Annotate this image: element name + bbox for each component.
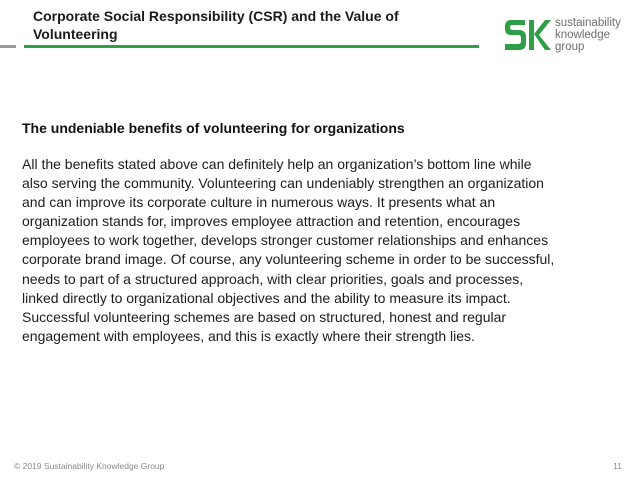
footer-copyright: © 2019 Sustainability Knowledge Group (14, 461, 165, 471)
body-line: engagement with employees, and this is exactly where their strength lies. (22, 327, 475, 344)
page-title (33, 7, 453, 43)
company-logo (503, 14, 633, 58)
body-line: Successful volunteering schemes are based on structured, honest and regular (22, 308, 507, 325)
logo-line-1: sustainability (555, 17, 621, 29)
body-line: linked directly to organizational objectives and the ability to measure its impact. (22, 289, 511, 306)
header-gray-rule (0, 45, 16, 48)
body-line: needs to part of a structured approach, with clear priorities, goals and processes, (22, 270, 524, 287)
body-line: All the benefits stated above can definitely help an organization’s bottom line while (22, 156, 532, 172)
logo-line-2: knowledge (555, 29, 610, 41)
logo-wordmark (555, 17, 635, 53)
body-line: employees to work together, develops stronger customer relationships and enhances (22, 232, 549, 249)
footer-page-number: 11 (613, 461, 622, 471)
logo-line-3: group (555, 41, 585, 53)
body-paragraph (22, 155, 612, 346)
header-green-rule (24, 45, 479, 48)
sk-logo-icon (503, 14, 551, 54)
body-line: and can improve its corporate culture in numerous ways. It presents what an (22, 194, 496, 211)
page-title-line-1: Corporate Social Responsibility (CSR) and the Value of (33, 8, 399, 24)
section-heading: The undeniable benefits of volunteering for organizations (22, 120, 405, 136)
body-line: also serving the community. Volunteering can undeniably strengthen an organization (22, 175, 544, 192)
page-title-line-2: Volunteering (33, 26, 118, 42)
body-line: organization stands for, improves employee attraction and retention, encourages (22, 213, 521, 230)
body-line: corporate brand image. Of course, any volunteering scheme in order to be successful, (22, 251, 555, 268)
